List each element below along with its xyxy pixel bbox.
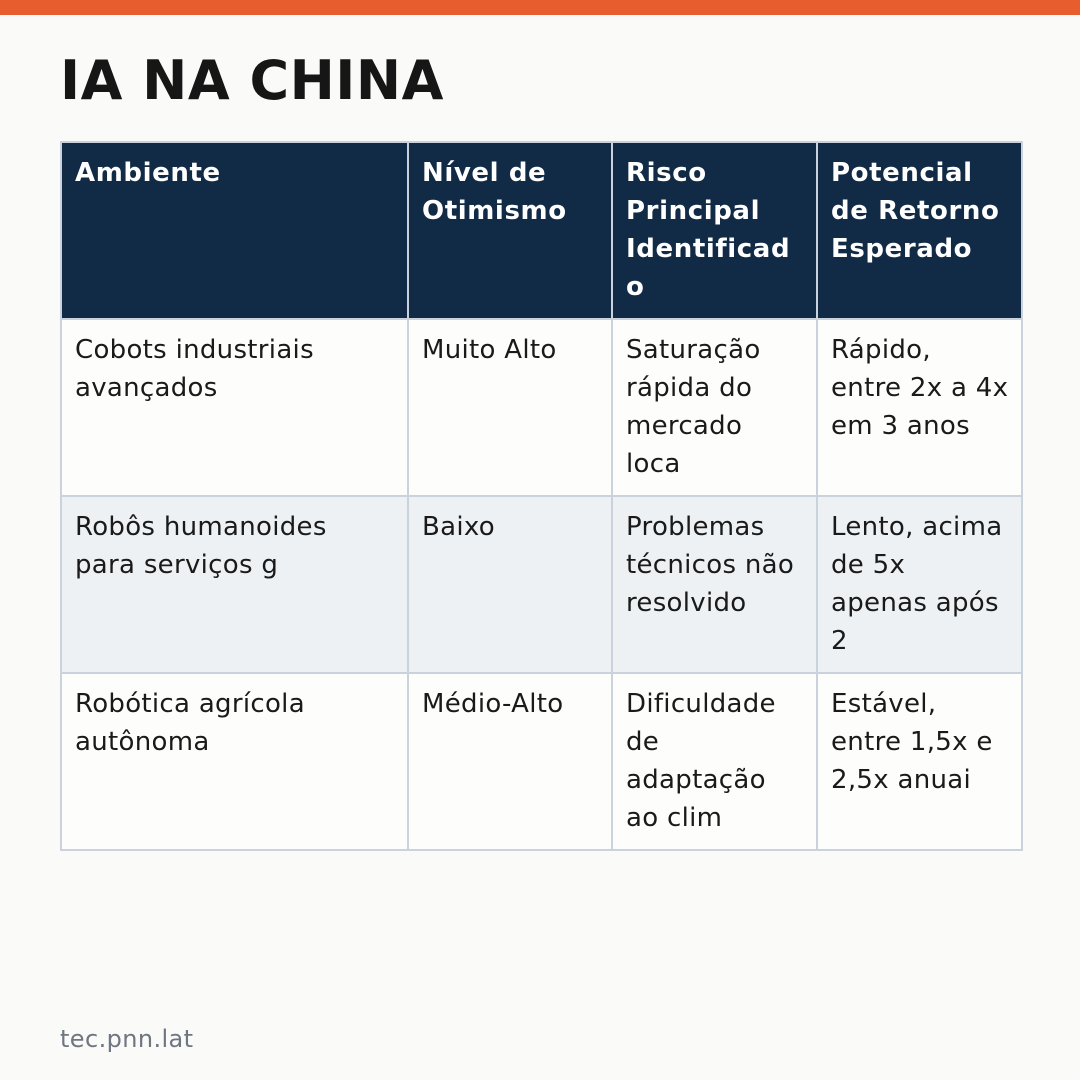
cell-nivel-otimismo: Muito Alto bbox=[408, 319, 612, 496]
cell-nivel-otimismo: Baixo bbox=[408, 496, 612, 673]
cell-risco-principal: Saturação rápida do mercado loca bbox=[612, 319, 817, 496]
table-row bbox=[61, 319, 1022, 496]
cell-potencial-retorno: Rápido, entre 2x a 4x em 3 anos bbox=[817, 319, 1022, 496]
table-row bbox=[61, 496, 1022, 673]
table-row bbox=[61, 673, 1022, 850]
cell-potencial-retorno: Estável, entre 1,5x e 2,5x anuai bbox=[817, 673, 1022, 850]
page-title: IA NA CHINA bbox=[60, 49, 444, 112]
header-nivel-otimismo: Nível de Otimismo bbox=[408, 142, 612, 319]
accent-top-bar bbox=[0, 0, 1080, 15]
data-table bbox=[60, 141, 1023, 851]
table-header-row bbox=[61, 142, 1022, 319]
cell-ambiente: Robôs humanoides para serviços g bbox=[61, 496, 408, 673]
cell-nivel-otimismo: Médio-Alto bbox=[408, 673, 612, 850]
header-ambiente: Ambiente bbox=[61, 142, 408, 319]
cell-risco-principal: Dificuldade de adaptação ao clim bbox=[612, 673, 817, 850]
cell-potencial-retorno: Lento, acima de 5x apenas após 2 bbox=[817, 496, 1022, 673]
header-potencial-retorno: Potencial de Retorno Esperado bbox=[817, 142, 1022, 319]
header-risco-principal: Risco Principal Identificado bbox=[612, 142, 817, 319]
cell-ambiente: Cobots industriais avançados bbox=[61, 319, 408, 496]
cell-risco-principal: Problemas técnicos não resolvido bbox=[612, 496, 817, 673]
cell-ambiente: Robótica agrícola autônoma bbox=[61, 673, 408, 850]
footer-site-url: tec.pnn.lat bbox=[60, 1025, 194, 1053]
